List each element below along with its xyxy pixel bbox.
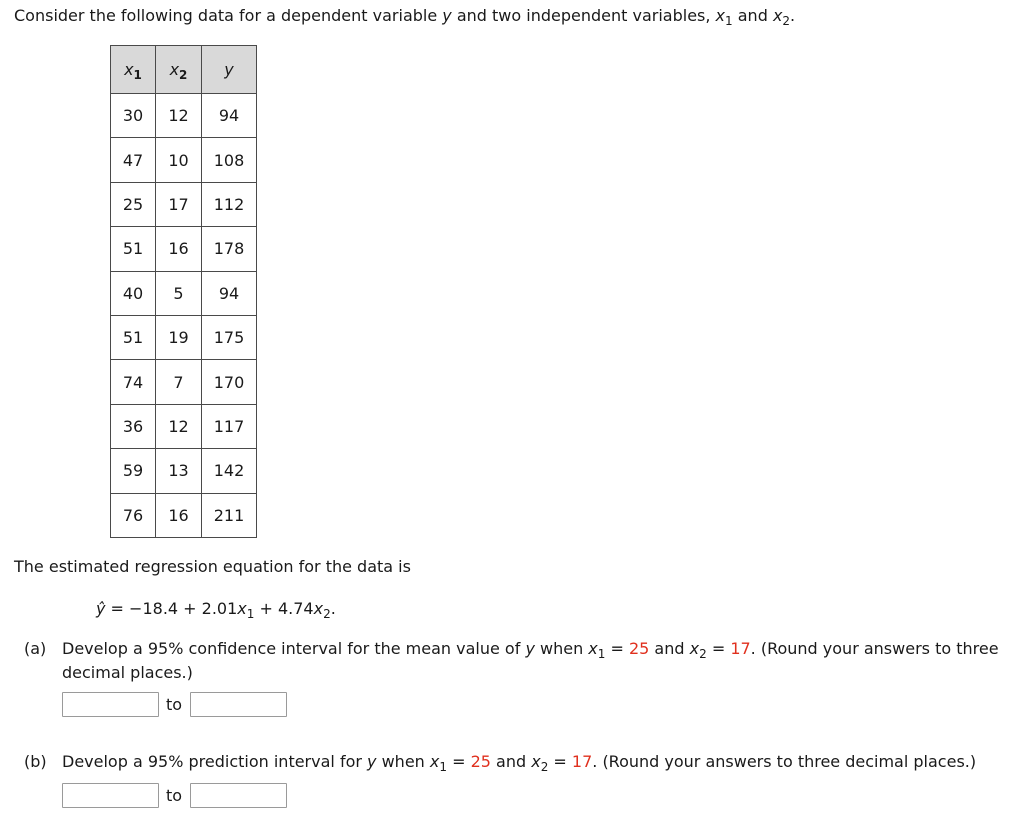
cell-x2: 13 [156,449,202,493]
estimated-equation-intro: The estimated regression equation for the data is [14,557,411,576]
header-y: y [202,46,257,94]
cell-y: 117 [202,404,257,448]
cell-y: 94 [202,271,257,315]
part-a-lower-input[interactable] [62,692,159,717]
table-row [111,138,257,182]
cell-x1: 47 [111,138,156,182]
cell-y: 175 [202,315,257,359]
table-header-row [111,46,257,94]
part-b-to-label: to [166,786,183,805]
part-b-question: Develop a 95% prediction interval for y when $x_1 = 25$ and $x_2 = 17$. (Round your answers to three decimal places.) [62,752,977,774]
cell-y: 94 [202,94,257,138]
cell-x1: 36 [111,404,156,448]
table-row [111,360,257,404]
intro-text: Consider the following data for a dependent variable y and two independent variables, $x_1$ and $x_2$. [14,6,796,28]
header-x1: $x_1$ [111,46,156,94]
part-b-label: (b) [24,752,47,771]
cell-x2: 17 [156,182,202,226]
part-b-lower-input[interactable] [62,783,159,808]
cell-x2: 16 [156,227,202,271]
part-a-upper-input[interactable] [190,692,287,717]
part-a-question-cont: decimal places.) [62,663,193,682]
cell-x2: 5 [156,271,202,315]
table-row [111,449,257,493]
cell-y: 112 [202,182,257,226]
table-row [111,94,257,138]
table-row [111,315,257,359]
table-row [111,493,257,537]
table-row [111,404,257,448]
cell-x2: 19 [156,315,202,359]
cell-y: 142 [202,449,257,493]
part-a-question: Develop a 95% confidence interval for the mean value of y when $x_1 = 25$ and $x_2 = 17$. (Round your answers to three [62,639,999,661]
table-row [111,271,257,315]
table-row [111,182,257,226]
cell-x1: 25 [111,182,156,226]
part-b-upper-input[interactable] [190,783,287,808]
cell-x2: 7 [156,360,202,404]
cell-x1: 51 [111,227,156,271]
cell-x1: 74 [111,360,156,404]
cell-x2: 12 [156,94,202,138]
cell-x2: 16 [156,493,202,537]
part-a-label: (a) [24,639,47,658]
cell-y: 211 [202,493,257,537]
table-row [111,227,257,271]
part-a-to-label: to [166,695,183,714]
cell-y: 108 [202,138,257,182]
cell-x2: 10 [156,138,202,182]
cell-y: 178 [202,227,257,271]
cell-x1: 59 [111,449,156,493]
data-table [110,45,257,538]
cell-x1: 76 [111,493,156,537]
cell-x1: 30 [111,94,156,138]
cell-y: 170 [202,360,257,404]
cell-x1: 40 [111,271,156,315]
regression-equation: ŷ = $-18.4 + 2.01x_1 + 4.74x_2$. [96,599,336,621]
cell-x1: 51 [111,315,156,359]
header-x2: $x_2$ [156,46,202,94]
cell-x2: 12 [156,404,202,448]
